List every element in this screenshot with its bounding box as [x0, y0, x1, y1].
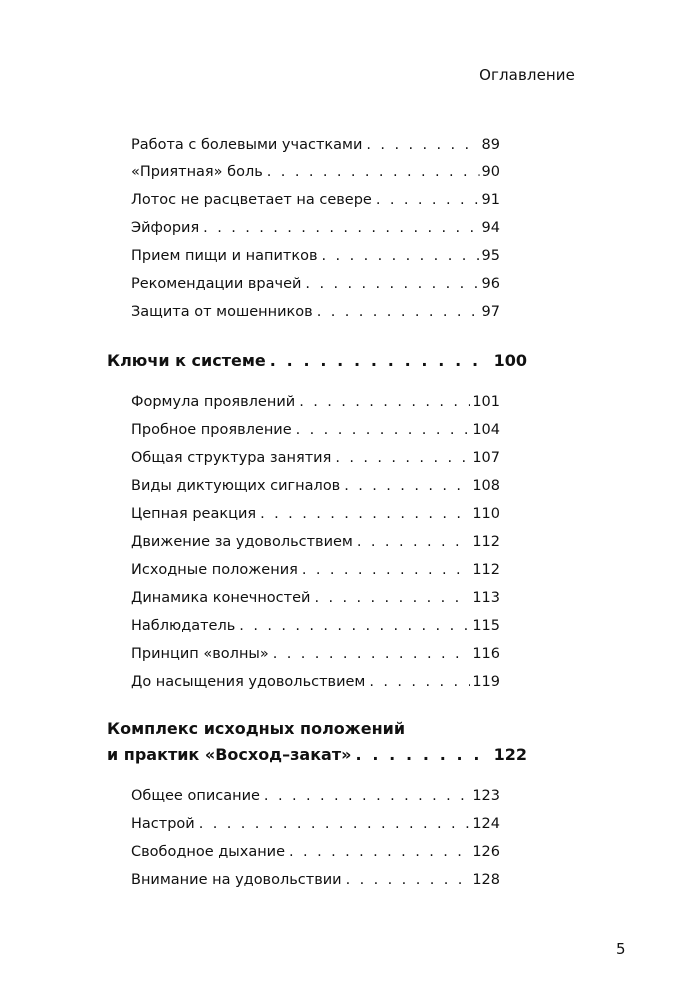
leader-dots [302, 561, 470, 579]
toc-entry-title: Работа с болевыми участками [131, 137, 363, 153]
leader-dots [239, 617, 470, 635]
toc-entry[interactable] [131, 191, 500, 209]
toc-entry-page: 119 [472, 674, 500, 690]
toc-entry-page: 110 [472, 506, 500, 522]
toc-entry[interactable] [131, 561, 500, 579]
toc-entry[interactable] [131, 163, 500, 181]
leader-dots [199, 815, 471, 833]
toc-entry-page: 104 [472, 422, 500, 438]
leader-dots [376, 191, 480, 209]
leader-dots [314, 589, 470, 607]
leader-dots [273, 645, 471, 663]
toc-section[interactable] [107, 350, 527, 372]
toc-entry-title: Лотос не расцветает на севере [131, 192, 372, 208]
toc-entry[interactable] [131, 421, 500, 439]
toc-entry[interactable] [131, 589, 500, 607]
toc-entry[interactable] [131, 136, 500, 154]
leader-dots [344, 477, 470, 495]
toc-entry-page: 97 [481, 304, 500, 320]
toc-section[interactable] [107, 718, 527, 766]
leader-dots [322, 247, 480, 265]
toc-entry[interactable] [131, 645, 500, 663]
toc-entry-page: 115 [472, 618, 500, 634]
toc-entry[interactable] [131, 871, 500, 889]
leader-dots [357, 533, 470, 551]
toc-entry-title: Эйфория [131, 220, 200, 236]
toc-entry-title: Свободное дыхание [131, 844, 286, 860]
toc-entry-title: «Приятная» боль [131, 164, 263, 180]
toc-entry[interactable] [131, 275, 500, 293]
leader-dots [296, 421, 471, 439]
toc-section-title-line2: и практик «Восход–закат» [107, 745, 352, 764]
toc-entry[interactable] [131, 449, 500, 467]
toc-entry[interactable] [131, 533, 500, 551]
toc-section-page: 122 [493, 745, 527, 764]
toc-entry[interactable] [131, 247, 500, 265]
toc-entry-title: Общая структура занятия [131, 450, 332, 466]
toc-entry-title: Движение за удовольствием [131, 534, 353, 550]
toc-entry-title: Виды диктующих сигналов [131, 478, 341, 494]
toc-entry-page: 124 [472, 816, 500, 832]
toc-entry-page: 128 [472, 872, 500, 888]
running-header: Оглавление [479, 66, 575, 84]
toc-entry-page: 112 [472, 562, 500, 578]
toc-entry-title: Наблюдатель [131, 618, 236, 634]
toc-entry[interactable] [131, 393, 500, 411]
toc-entry-page: 116 [472, 646, 500, 662]
toc-entry-page: 113 [472, 590, 500, 606]
toc-entry-title: До насыщения удовольствием [131, 674, 366, 690]
toc-entry-page: 91 [481, 192, 500, 208]
toc-section-title-line1: Комплекс исходных положений [107, 719, 406, 738]
leader-dots [270, 350, 486, 372]
toc-entry-page: 90 [481, 164, 500, 180]
toc-entry-title: Общее описание [131, 788, 260, 804]
leader-dots [289, 843, 470, 861]
toc-entry[interactable] [131, 477, 500, 495]
toc-entry-title: Принцип «волны» [131, 646, 269, 662]
toc-entry-page: 94 [481, 220, 500, 236]
toc-entry-page: 108 [472, 478, 500, 494]
leader-dots [299, 393, 470, 411]
toc-entry-page: 89 [481, 137, 500, 153]
toc-entry[interactable] [131, 505, 500, 523]
toc-entry[interactable] [131, 673, 500, 691]
toc-entry[interactable] [131, 787, 500, 805]
toc-entry-page: 96 [481, 276, 500, 292]
toc-entry-page: 112 [472, 534, 500, 550]
toc-section-title: Ключи к системе [107, 351, 266, 370]
leader-dots [264, 787, 470, 805]
leader-dots [369, 673, 470, 691]
toc-entry-title: Настрой [131, 816, 195, 832]
toc-entry[interactable] [131, 843, 500, 861]
toc-entry[interactable] [131, 303, 500, 321]
toc-entry[interactable] [131, 617, 500, 635]
toc-entry-page: 123 [472, 788, 500, 804]
toc-entry-page: 95 [481, 248, 500, 264]
toc-entry-page: 107 [472, 450, 500, 466]
leader-dots [317, 303, 480, 321]
page-number: 5 [616, 940, 626, 958]
toc-entry-title: Динамика конечностей [131, 590, 311, 606]
toc-entry-title: Формула проявлений [131, 394, 296, 410]
leader-dots [355, 744, 485, 766]
toc-entry-title: Прием пищи и напитков [131, 248, 318, 264]
leader-dots [305, 275, 479, 293]
leader-dots [203, 219, 479, 237]
toc-entry-title: Защита от мошенников [131, 304, 313, 320]
toc-entry-title: Рекомендации врачей [131, 276, 302, 292]
leader-dots [366, 136, 479, 154]
toc-entry-page: 126 [472, 844, 500, 860]
leader-dots [335, 449, 470, 467]
leader-dots [346, 871, 471, 889]
leader-dots [267, 163, 480, 181]
toc-entry-title: Цепная реакция [131, 506, 257, 522]
toc-entry-title: Внимание на удовольствии [131, 872, 342, 888]
toc-entry[interactable] [131, 219, 500, 237]
toc-entry-page: 101 [472, 394, 500, 410]
toc-entry-title: Исходные положения [131, 562, 298, 578]
toc-entry[interactable] [131, 815, 500, 833]
toc-section-page: 100 [493, 351, 527, 370]
leader-dots [260, 505, 470, 523]
toc-entry-title: Пробное проявление [131, 422, 292, 438]
